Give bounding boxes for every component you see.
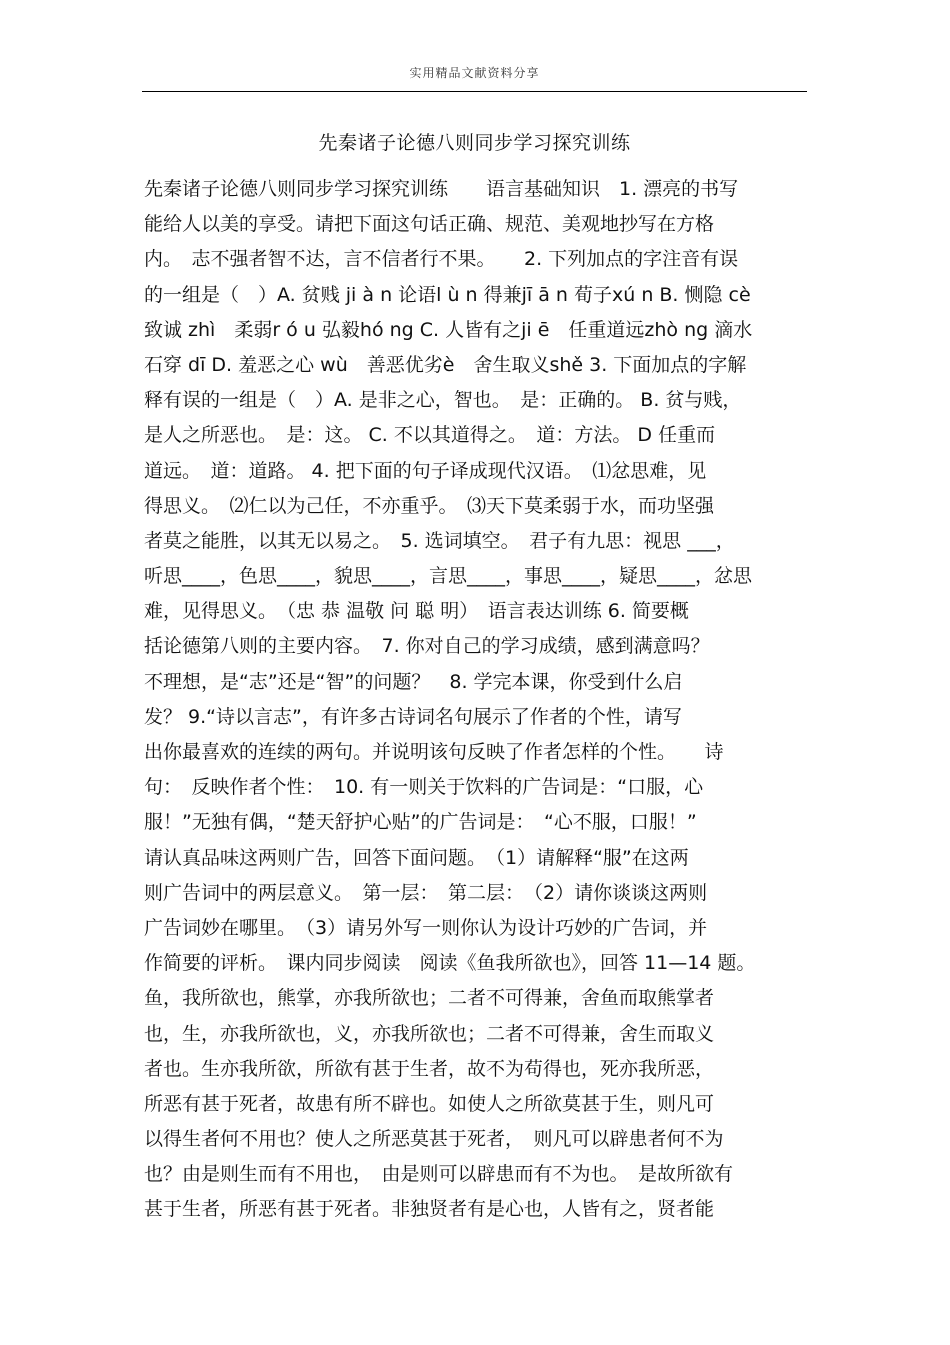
document-body [144, 172, 814, 1228]
body-line: 发？ 9.“诗以言志”，有许多古诗词名句展示了作者的个性，请写 [144, 705, 682, 728]
body-line: 内。 志不强者智不达，言不信者行不果。 2. 下列加点的字注音有误 [144, 248, 739, 271]
body-line: 括论德第八则的主要内容。 7. 你对自己的学习成绩，感到满意吗？ [144, 635, 710, 658]
body-line: 服！”无独有偶，“楚天舒护心贴”的广告词是： “心不服，口服！” [144, 811, 697, 834]
body-line: 的一组是（ ）A. 贫贱 ji à n 论语l ù n 得兼jī ā n 荀子xú n B. 恻隐 cè [144, 283, 751, 306]
body-line: 也？由是则生而有不用也， 由是则可以辟患而有不为也。 是故所欲有 [144, 1163, 734, 1186]
body-line: 作简要的评析。 课内同步阅读 阅读《鱼我所欲也》，回答 11—14 题。 [144, 952, 756, 975]
body-line: 句： 反映作者个性： 10. 有一则关于饮料的广告词是：“口服，心 [144, 776, 704, 799]
body-line: 难，见得思义。 （忠 恭 温敬 问 聪 明） 语言表达训练 6. 简要概 [144, 600, 689, 623]
body-line: 先秦诸子论德八则同步学习探究训练 语言基础知识 1. 漂亮的书写 [144, 178, 739, 200]
body-line: 得思义。 ⑵仁以为己任，不亦重乎。 ⑶天下莫柔弱于水，而功坚强 [144, 494, 715, 517]
body-line: 者也。生亦我所欲，所欲有甚于生者，故不为苟得也，死亦我所恶， [144, 1057, 715, 1080]
page-header: 实用精品文献资料分享 [409, 66, 540, 80]
body-line: 道远。 道：道路。 4. 把下面的句子译成现代汉语。 ⑴忿思难，见 [144, 459, 707, 482]
document-title: 先秦诸子论德八则同步学习探究训练 [318, 132, 631, 154]
body-line: 出你最喜欢的连续的两句。并说明该句反映了作者怎样的个性。 诗 [144, 741, 724, 763]
body-line: 能给人以美的享受。请把下面这句话正确、规范、美观地抄写在方格 [144, 213, 715, 236]
body-line: 鱼，我所欲也，熊掌，亦我所欲也；二者不可得兼，舍鱼而取熊掌者 [144, 987, 715, 1010]
body-line: 致诚 zhì 柔弱r ó u 弘毅hó ng C. 人皆有之ji ē 任重道远zhò ng 滴水 [144, 318, 753, 341]
body-line: 以得生者何不用也？使人之所恶莫甚于死者， 则凡可以辟患者何不为 [144, 1128, 724, 1151]
body-line: 不理想，是“志”还是“智”的问题？ 8. 学完本课，你受到什么启 [144, 670, 683, 693]
body-line: 广告词妙在哪里。 （3）请另外写一则你认为设计巧妙的广告词，并 [144, 916, 708, 939]
body-line: 也，生，亦我所欲也，义，亦我所欲也；二者不可得兼，舍生而取义 [144, 1022, 715, 1045]
body-line: 甚于生者，所恶有甚于死者。非独贤者有是心也，人皆有之，贤者能 [144, 1198, 715, 1221]
header-divider [142, 91, 807, 92]
body-line: 石穿 dī D. 羞恶之心 wù 善恶优劣è 舍生取义shě 3. 下面加点的字解 [144, 353, 747, 376]
body-line: 是人之所恶也。 是：这。 C. 不以其道得之。 道：方法。 D 任重而 [144, 424, 716, 447]
body-line: 听思____，色思____，貌思____，言思____，事思____，疑思____，忿思 [144, 565, 753, 588]
body-line: 者莫之能胜，以其无以易之。 5. 选词填空。 君子有九思：视思 ___， [144, 529, 735, 552]
body-line: 则广告词中的两层意义。 第一层： 第二层： （2）请你谈谈这两则 [144, 881, 708, 904]
body-line: 请认真品味这两则广告，回答下面问题。 （1）请解释“服”在这两 [144, 846, 689, 869]
body-line: 所恶有甚于死者，故患有所不辟也。如使人之所欲莫甚于生，则凡可 [144, 1092, 715, 1115]
body-line: 释有误的一组是（ ）A. 是非之心，智也。 是：正确的。 B. 贫与贱， [144, 389, 742, 412]
